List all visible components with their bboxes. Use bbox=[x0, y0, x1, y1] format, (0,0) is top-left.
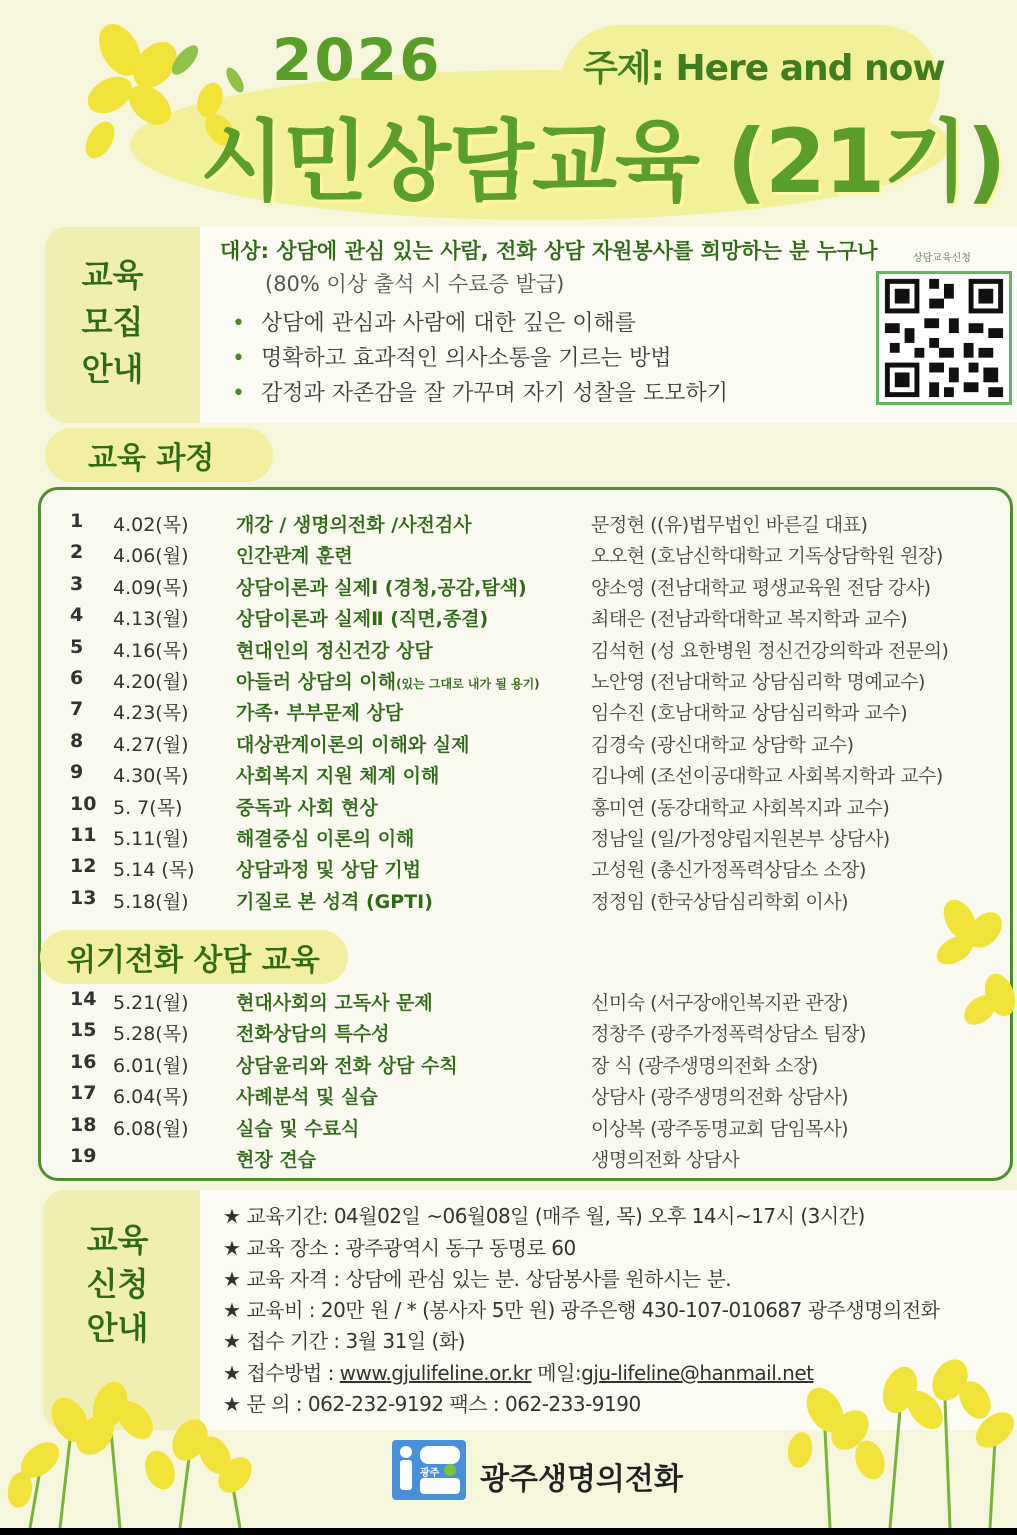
session-topic bbox=[236, 730, 469, 757]
session-instructor bbox=[591, 1145, 739, 1172]
schedule-row bbox=[0, 1145, 1017, 1173]
session-number bbox=[70, 667, 110, 689]
goal-item: • 감정과 자존감을 잘 가꾸며 자기 성찰을 도모하기 bbox=[232, 376, 728, 407]
session-number bbox=[70, 573, 110, 595]
session-topic-text: 인간관계 훈련 bbox=[236, 545, 353, 568]
session-topic bbox=[236, 1145, 316, 1172]
session-date bbox=[113, 541, 188, 568]
schedule-row bbox=[0, 541, 1017, 569]
lifeline-logo bbox=[392, 1440, 466, 1500]
session-topic bbox=[236, 636, 433, 663]
session-number-text: 9 bbox=[70, 761, 84, 784]
apply-label-line: 안내 bbox=[86, 1309, 149, 1347]
session-date bbox=[113, 793, 182, 820]
session-topic bbox=[236, 1082, 378, 1109]
application-method bbox=[223, 1357, 813, 1386]
session-topic-text: 해결중심 이론의 이해 bbox=[236, 828, 415, 850]
education-qualification-text: 교육 자격 : 상담에 관심 있는 분. 상담봉사를 원하시는 분. bbox=[246, 1267, 732, 1291]
schedule-row bbox=[0, 855, 1017, 883]
session-topic bbox=[236, 793, 378, 820]
organization-name: 광주생명의전화 bbox=[480, 1462, 683, 1497]
session-date-text: 4.09(목) bbox=[113, 576, 189, 599]
session-topic-text: 실습 및 수료식 bbox=[236, 1117, 360, 1140]
schedule-row bbox=[0, 1082, 1017, 1110]
session-topic bbox=[236, 824, 414, 851]
session-date bbox=[113, 636, 188, 663]
session-topic bbox=[236, 541, 353, 568]
session-instructor bbox=[591, 510, 867, 537]
session-instructor-text: 김석헌 (성 요한병원 정신건강의학과 전문의) bbox=[591, 639, 949, 662]
session-number bbox=[70, 698, 110, 720]
goal-item: • 상담에 관심과 사람에 대한 깊은 이해를 bbox=[232, 306, 636, 337]
session-instructor bbox=[591, 887, 848, 914]
session-topic bbox=[236, 887, 433, 914]
certificate-note: (80% 이상 출석 시 수료증 발급) bbox=[265, 272, 565, 296]
year: 2026 bbox=[272, 26, 442, 94]
session-instructor bbox=[591, 793, 889, 820]
schedule-row bbox=[0, 793, 1017, 821]
session-number-text: 17 bbox=[70, 1082, 97, 1105]
session-number-text: 10 bbox=[70, 792, 97, 815]
session-date-text: 4.02(목) bbox=[113, 514, 189, 536]
email-link[interactable]: gju-lifeline@hanmail.net bbox=[581, 1361, 814, 1385]
session-instructor-text: 양소영 (전남대학교 평생교육원 전담 강사) bbox=[591, 576, 931, 599]
session-date bbox=[113, 824, 188, 851]
session-date bbox=[113, 1082, 188, 1109]
education-qualification bbox=[223, 1263, 731, 1292]
session-topic-text: 기질로 본 성격 (GPTI) bbox=[236, 890, 433, 913]
schedule-row bbox=[0, 1019, 1017, 1047]
session-date-text: 5.21(월) bbox=[113, 992, 189, 1014]
recruit-label bbox=[50, 252, 175, 393]
session-date bbox=[113, 573, 188, 600]
session-topic-text: 사회복지 지원 체계 이해 bbox=[236, 765, 440, 788]
session-instructor bbox=[591, 636, 948, 663]
schedule-row bbox=[0, 824, 1017, 852]
star-icon: ★ bbox=[223, 1298, 241, 1322]
application-deadline bbox=[223, 1325, 465, 1354]
session-instructor bbox=[591, 855, 866, 882]
recruit-label-line: 교육 bbox=[81, 256, 144, 294]
session-topic bbox=[236, 667, 540, 694]
session-topic-text: 개강 / 생명의전화 /사전검사 bbox=[236, 514, 472, 536]
session-number bbox=[70, 636, 110, 658]
session-topic-text: 상담이론과 실제Ⅰ (경청,공감,탐색) bbox=[236, 576, 527, 599]
session-instructor bbox=[591, 541, 943, 568]
session-date bbox=[113, 667, 188, 694]
session-instructor bbox=[591, 824, 890, 851]
session-number bbox=[70, 730, 110, 752]
star-icon: ★ bbox=[223, 1329, 241, 1353]
session-date bbox=[113, 855, 195, 882]
session-date-text: 4.27(월) bbox=[113, 733, 189, 756]
goal-item: • 명확하고 효과적인 의사소통을 기르는 방법 bbox=[232, 341, 672, 372]
session-number-text: 6 bbox=[70, 667, 84, 689]
session-date-text: 5.14 (목) bbox=[113, 859, 195, 882]
schedule-row bbox=[0, 636, 1017, 664]
schedule-row bbox=[0, 667, 1017, 695]
session-number-text: 2 bbox=[70, 541, 84, 564]
session-number bbox=[70, 541, 110, 563]
session-date bbox=[113, 510, 188, 537]
session-number bbox=[70, 1082, 110, 1104]
session-instructor-text: 정창주 (광주가정폭력상담소 팀장) bbox=[591, 1023, 866, 1046]
session-number-text: 11 bbox=[70, 824, 97, 846]
apply-label bbox=[55, 1218, 180, 1350]
session-number bbox=[70, 793, 110, 815]
session-number-text: 1 bbox=[70, 510, 84, 532]
education-period bbox=[223, 1200, 865, 1229]
session-topic bbox=[236, 510, 472, 537]
qr-code-icon bbox=[879, 274, 1009, 402]
contact-info-text: 문 의 : 062-232-9192 팩스 : 062-233-9190 bbox=[246, 1392, 641, 1416]
session-instructor-text: 김경숙 (광신대학교 상담학 교수) bbox=[591, 733, 854, 756]
session-instructor-text: 고성원 (총신가정폭력상담소 소장) bbox=[591, 859, 866, 882]
session-instructor-text: 정남일 (일/가정양립지원본부 상담사) bbox=[591, 828, 890, 850]
session-instructor bbox=[591, 1051, 818, 1078]
session-instructor bbox=[591, 698, 907, 725]
session-number-text: 7 bbox=[70, 698, 84, 721]
session-date-text: 5.28(목) bbox=[113, 1023, 189, 1046]
application-method-label: 접수방법 : bbox=[246, 1361, 340, 1385]
session-topic bbox=[236, 855, 421, 882]
session-date bbox=[113, 1114, 188, 1141]
session-topic bbox=[236, 604, 488, 631]
session-date bbox=[113, 604, 188, 631]
session-topic-text: 상담이론과 실제Ⅱ (직면,종결) bbox=[236, 608, 489, 631]
session-date bbox=[113, 887, 188, 914]
session-topic-text: 아들러 상담의 이해 bbox=[236, 671, 397, 693]
session-topic-text: 전화상담의 특수성 bbox=[236, 1023, 390, 1046]
session-topic-text: 사례분석 및 실습 bbox=[236, 1086, 378, 1109]
schedule-row bbox=[0, 604, 1017, 632]
session-instructor-text: 생명의전화 상담사 bbox=[591, 1149, 740, 1171]
session-number bbox=[70, 1145, 110, 1167]
logo-text: 광주 bbox=[420, 1468, 440, 1479]
session-number bbox=[70, 855, 110, 877]
session-number bbox=[70, 761, 110, 783]
session-instructor-text: 정정임 (한국상담심리학회 이사) bbox=[591, 890, 849, 913]
session-number bbox=[70, 988, 110, 1010]
session-date bbox=[113, 988, 188, 1015]
session-instructor-text: 이상복 (광주동명교회 담임목사) bbox=[591, 1117, 849, 1140]
flower-decoration-bottom-left bbox=[0, 1360, 300, 1528]
session-instructor bbox=[591, 1019, 866, 1046]
recruit-label-line: 안내 bbox=[81, 350, 144, 388]
session-number bbox=[70, 1114, 110, 1136]
session-number-text: 4 bbox=[70, 604, 84, 627]
email-label: 메일: bbox=[531, 1361, 582, 1385]
target-audience: 대상: 상담에 관심 있는 사람, 전화 상담 자원봉사를 희망하는 분 누구나 bbox=[220, 239, 878, 263]
flower-decoration-bottom-right bbox=[770, 1340, 1017, 1528]
session-number bbox=[70, 510, 110, 532]
qr-caption: 상담교육신청 bbox=[913, 253, 971, 264]
session-instructor bbox=[591, 667, 925, 694]
schedule-row bbox=[0, 510, 1017, 538]
application-deadline-text: 접수 기간 : 3월 31일 (화) bbox=[246, 1329, 465, 1353]
session-date-text: 5. 7(목) bbox=[113, 796, 183, 819]
session-topic bbox=[236, 573, 527, 600]
main-title: 시민상담교육 (21기) bbox=[200, 110, 1005, 213]
session-instructor-text: 홍미연 (동강대학교 사회복지과 교수) bbox=[591, 796, 890, 819]
schedule-row bbox=[0, 698, 1017, 726]
session-topic-text: 중독과 사회 현상 bbox=[236, 796, 378, 819]
session-topic bbox=[236, 1051, 458, 1078]
session-number-text: 15 bbox=[70, 1019, 97, 1042]
session-number-text: 14 bbox=[70, 988, 97, 1010]
session-date bbox=[113, 1051, 188, 1078]
schedule-row bbox=[0, 988, 1017, 1016]
recruit-label-line: 모집 bbox=[81, 303, 144, 341]
session-number-text: 19 bbox=[70, 1145, 97, 1167]
session-date-text: 5.11(월) bbox=[113, 828, 189, 850]
education-period-text: 교육기간: 04월02일 ~06월08일 (매주 월, 목) 오후 14시~17시 (3시간) bbox=[246, 1204, 865, 1228]
session-date-text: 4.06(월) bbox=[113, 545, 189, 568]
session-topic-text: 대상관계이론의 이해와 실제 bbox=[236, 733, 470, 756]
session-date bbox=[113, 761, 188, 788]
crisis-section-title: 위기전화 상담 교육 bbox=[67, 943, 320, 978]
session-topic bbox=[236, 1019, 389, 1046]
session-instructor bbox=[591, 730, 854, 757]
education-place bbox=[223, 1232, 576, 1261]
session-number bbox=[70, 604, 110, 626]
session-instructor-text: 노안영 (전남대학교 상담심리학 명예교수) bbox=[591, 671, 925, 693]
schedule-row bbox=[0, 1114, 1017, 1142]
session-date-text: 4.13(월) bbox=[113, 608, 189, 631]
session-number-text: 13 bbox=[70, 886, 97, 909]
session-topic-text: 상담윤리와 전화 상담 수칙 bbox=[236, 1054, 458, 1077]
session-topic bbox=[236, 761, 439, 788]
session-topic-subtitle: (있는 그대로 내가 될 용기) bbox=[396, 677, 540, 691]
session-topic bbox=[236, 1114, 359, 1141]
star-icon: ★ bbox=[223, 1236, 241, 1260]
education-fee bbox=[223, 1294, 939, 1323]
session-instructor-text: 오오현 (호남신학대학교 기독상담학원 원장) bbox=[591, 545, 943, 568]
session-date-text: 6.08(월) bbox=[113, 1117, 189, 1140]
apply-label-line: 교육 bbox=[86, 1221, 149, 1259]
session-instructor bbox=[591, 1082, 848, 1109]
session-number bbox=[70, 887, 110, 909]
session-number-text: 5 bbox=[70, 635, 84, 658]
schedule-row bbox=[0, 730, 1017, 758]
apply-label-line: 신청 bbox=[86, 1265, 149, 1303]
session-topic-text: 현대사회의 고독사 문제 bbox=[236, 992, 433, 1014]
star-icon: ★ bbox=[223, 1204, 241, 1228]
session-date-text: 4.20(월) bbox=[113, 671, 189, 693]
session-topic-text: 상담과정 및 상담 기법 bbox=[236, 859, 422, 882]
flower-decoration-right bbox=[930, 895, 1017, 1035]
session-number bbox=[70, 1051, 110, 1073]
session-number bbox=[70, 1019, 110, 1041]
session-instructor bbox=[591, 761, 943, 788]
session-topic bbox=[236, 698, 403, 725]
education-place-text: 교육 장소 : 광주광역시 동구 동명로 60 bbox=[246, 1236, 576, 1260]
session-number-text: 18 bbox=[70, 1113, 97, 1136]
session-date-text: 6.04(목) bbox=[113, 1086, 189, 1109]
education-fee-text: 교육비 : 20만 원 / * (봉사자 5만 원) 광주은행 430-107-010687 광주생명의전화 bbox=[246, 1298, 940, 1322]
session-instructor bbox=[591, 573, 931, 600]
session-instructor-text: 문정현 ((유)법무법인 바른길 대표) bbox=[591, 514, 868, 536]
star-icon: ★ bbox=[223, 1392, 241, 1416]
session-instructor-text: 신미숙 (서구장애인복지관 관장) bbox=[591, 992, 849, 1014]
website-link[interactable]: www.gjulifeline.or.kr bbox=[339, 1361, 532, 1385]
session-date-text: 4.16(목) bbox=[113, 639, 189, 662]
schedule-row bbox=[0, 573, 1017, 601]
star-icon: ★ bbox=[223, 1267, 241, 1291]
session-date bbox=[113, 698, 188, 725]
session-date-text: 4.23(목) bbox=[113, 702, 189, 725]
qr-code[interactable] bbox=[876, 271, 1012, 405]
session-instructor-text: 임수진 (호남대학교 상담심리학과 교수) bbox=[591, 702, 908, 725]
session-number-text: 12 bbox=[70, 855, 97, 878]
schedule-row bbox=[0, 887, 1017, 915]
session-topic-text: 현장 견습 bbox=[236, 1149, 317, 1171]
session-instructor bbox=[591, 1114, 848, 1141]
session-topic-text: 가족· 부부문제 상담 bbox=[236, 702, 404, 725]
session-instructor-text: 최태은 (전남과학대학교 복지학과 교수) bbox=[591, 608, 908, 631]
session-number-text: 8 bbox=[70, 729, 84, 752]
session-number bbox=[70, 824, 110, 846]
session-instructor bbox=[591, 988, 848, 1015]
session-date-text: 4.30(목) bbox=[113, 765, 189, 788]
course-section-title: 교육 과정 bbox=[88, 441, 215, 476]
session-instructor-text: 장 식 (광주생명의전화 소장) bbox=[591, 1054, 818, 1077]
session-date bbox=[113, 1019, 188, 1046]
star-icon: ★ bbox=[223, 1361, 241, 1385]
session-date bbox=[113, 730, 188, 757]
session-number-text: 3 bbox=[70, 572, 84, 595]
session-date-text: 5.18(월) bbox=[113, 890, 189, 913]
schedule-row bbox=[0, 761, 1017, 789]
session-instructor bbox=[591, 604, 907, 631]
theme-title: 주제: Here and now bbox=[583, 48, 945, 89]
session-topic bbox=[236, 988, 433, 1015]
session-instructor-text: 상담사 (광주생명의전화 상담사) bbox=[591, 1086, 849, 1109]
session-date-text: 6.01(월) bbox=[113, 1054, 189, 1077]
schedule-row bbox=[0, 1051, 1017, 1079]
session-instructor-text: 김나예 (조선이공대학교 사회복지학과 교수) bbox=[591, 765, 943, 788]
session-number-text: 16 bbox=[70, 1050, 97, 1073]
session-topic-text: 현대인의 정신건강 상담 bbox=[236, 639, 433, 662]
